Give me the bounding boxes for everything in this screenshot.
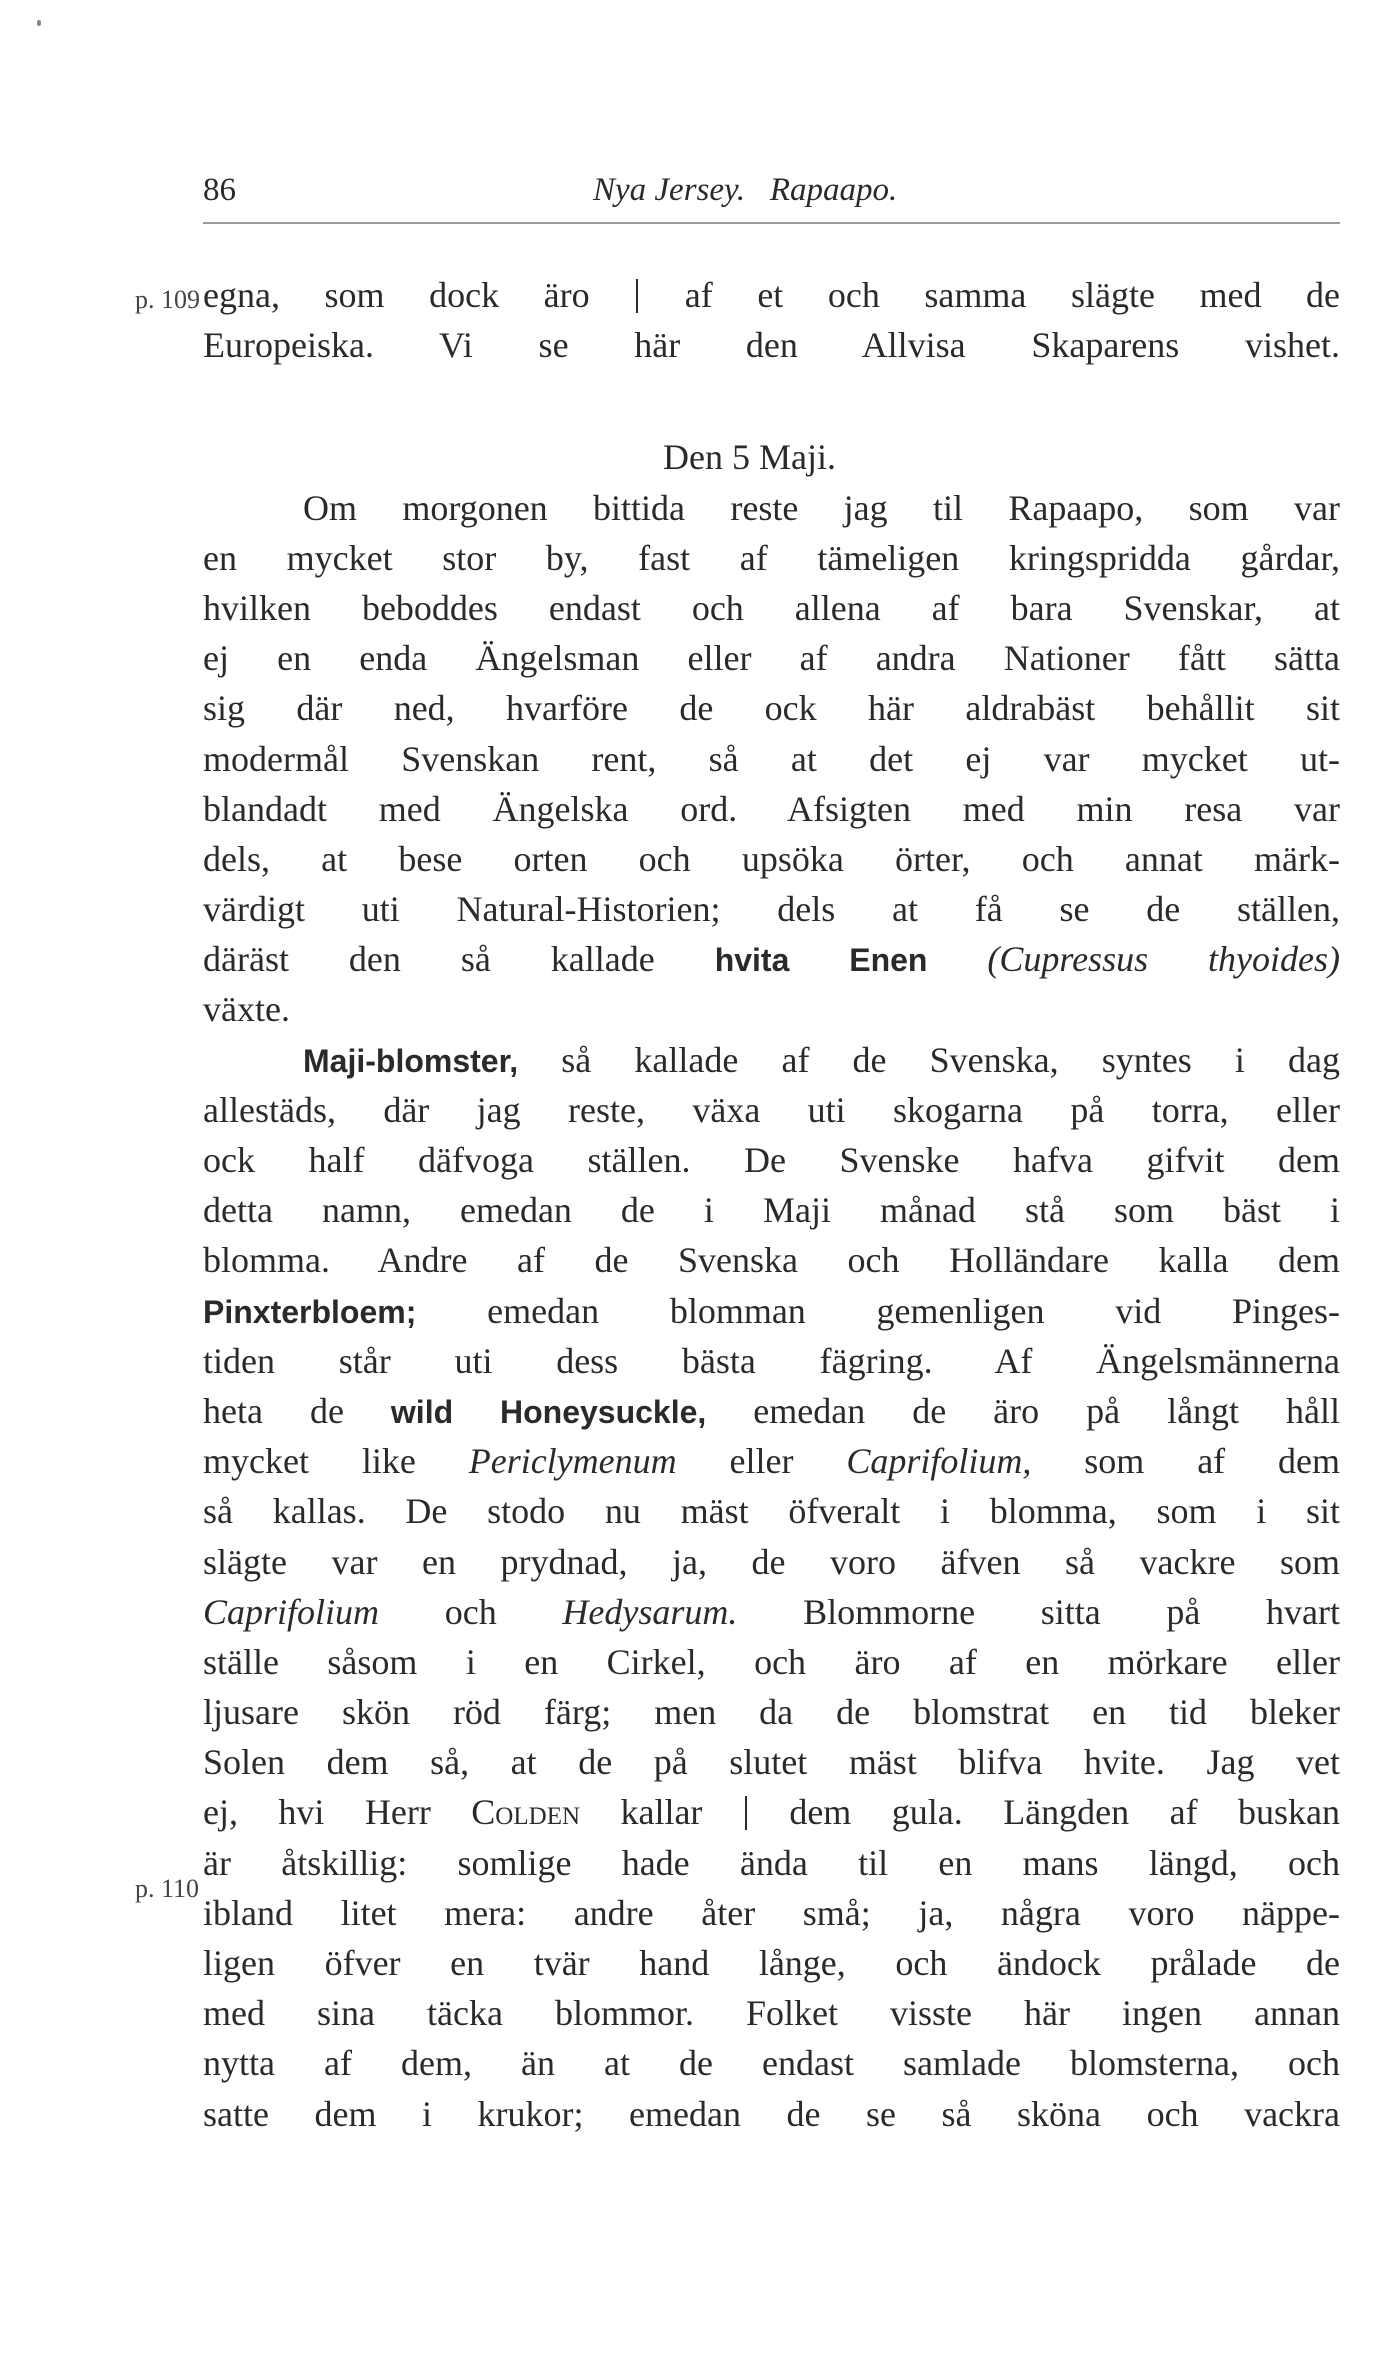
- text-line: slägte var en prydnad, ja, de voro äfven så vackre som: [203, 1541, 1340, 1582]
- text-line: dels, at bese orten och upsöka örter, och annat märk-: [203, 838, 1340, 879]
- text-line: värdigt uti Natural-Historien; dels at få se de ställen,: [203, 889, 1340, 930]
- header-rule: [203, 222, 1340, 224]
- bold-term: wild Honeysuckle,: [390, 1393, 707, 1430]
- page-break-marker: [636, 279, 638, 313]
- text-line: växte.: [203, 989, 290, 1030]
- text-line: ställe såsom i en Cirkel, och äro af en mörkare eller: [203, 1641, 1340, 1682]
- text-line: sig där ned, hvarföre de ock här aldrabäst behållit sit: [203, 688, 1340, 729]
- author-name: Colden: [471, 1792, 581, 1833]
- text-line: ligen öfver en tvär hand långe, och ändock prålade de: [203, 1943, 1340, 1983]
- latin-name: Caprifolium: [203, 1591, 380, 1632]
- text-line: nytta af dem, än at de endast samlade blomsterna, och: [203, 2043, 1340, 2084]
- bold-term: Pinxterbloem;: [203, 1293, 417, 1330]
- text-line: Pinxterbloem; emedan blomman gemenligen vid Pinges-: [203, 1290, 1340, 1331]
- text-line: ock half däfvoga ställen. De Svenske hafva gifvit dem: [203, 1140, 1340, 1180]
- latin-name: Hedysarum.: [562, 1591, 738, 1632]
- bold-term: hvita Enen: [714, 942, 928, 979]
- running-head: [203, 172, 1340, 218]
- text-line: heta de wild Honeysuckle, emedan de äro på långt håll: [203, 1390, 1340, 1431]
- text-line: hvilken beboddes endast och allena af bara Svenskar, at: [203, 587, 1340, 628]
- text-line: ej en enda Ängelsman eller af andra Nationer fått sätta: [203, 638, 1340, 679]
- page-number: 86: [203, 172, 236, 208]
- page-break-marker: [745, 1796, 747, 1830]
- text-line: Caprifolium och Hedysarum. Blommorne sitta på hvart: [203, 1591, 1340, 1632]
- latin-name: Caprifolium,: [846, 1441, 1032, 1482]
- text-line: Solen dem så, at de på slutet mäst blifva hvite. Jag vet: [203, 1742, 1340, 1783]
- text-line: är åtskillig: somlige hade ända til en mans längd, och: [203, 1842, 1340, 1883]
- text-line: Maji-blomster, så kallade af de Svenska, syntes i dag: [303, 1039, 1340, 1080]
- bold-term: Maji-blomster,: [303, 1042, 519, 1079]
- margin-page-ref: p. 109: [135, 285, 200, 314]
- text-line: satte dem i krukor; emedan de se så sköna och vackra: [203, 2093, 1340, 2134]
- latin-name: Periclymenum: [468, 1441, 677, 1482]
- text-line: så kallas. De stodo nu mäst öfveralt i blomma, som i sit: [203, 1491, 1340, 1532]
- text-line: egna, som dock äro af et och samma slägte med de: [203, 275, 1340, 315]
- text-line: modermål Svenskan rent, så at det ej var mycket ut-: [203, 738, 1340, 779]
- text-line: ibland litet mera: andre åter små; ja, några voro näppe-: [203, 1892, 1340, 1933]
- ink-speck: [37, 20, 41, 26]
- text-line: detta namn, emedan de i Maji månad stå som bäst i: [203, 1190, 1340, 1231]
- text-line: en mycket stor by, fast af tämeligen kringspridda gårdar,: [203, 537, 1340, 578]
- text-line: tiden står uti dess bästa fägring. Af Ängelsmännerna: [203, 1340, 1340, 1381]
- text-line: blandadt med Ängelska ord. Afsigten med min resa var: [203, 788, 1340, 829]
- text-line: Europeiska. Vi se här den Allvisa Skaparens vishet.: [203, 325, 1340, 366]
- margin-page-ref: p. 110: [135, 1874, 200, 1903]
- text-line: blomma. Andre af de Svenska och Holländare kalla dem: [203, 1240, 1340, 1281]
- running-title: Nya Jersey. Rapaapo.: [593, 172, 898, 208]
- text-line: ej, hvi Herr Colden kallar dem gula. Längden af buskan: [203, 1792, 1340, 1833]
- text-line: mycket like Periclymenum eller Caprifolium, som af dem: [203, 1441, 1340, 1482]
- latin-name: (Cupressus thyoides): [987, 939, 1340, 980]
- date-heading: Den 5 Maji.: [663, 437, 836, 478]
- text-line: Om morgonen bittida reste jag til Rapaapo, som var: [303, 487, 1340, 528]
- text-line: ljusare skön röd färg; men da de blomstrat en tid bleker: [203, 1692, 1340, 1733]
- text-line: däräst den så kallade hvita Enen (Cupressus thyoides): [203, 939, 1340, 980]
- text-line: med sina täcka blommor. Folket visste här ingen annan: [203, 1993, 1340, 2034]
- body-text: [203, 270, 1340, 2139]
- text-line: allestäds, där jag reste, växa uti skogarna på torra, eller: [203, 1089, 1340, 1130]
